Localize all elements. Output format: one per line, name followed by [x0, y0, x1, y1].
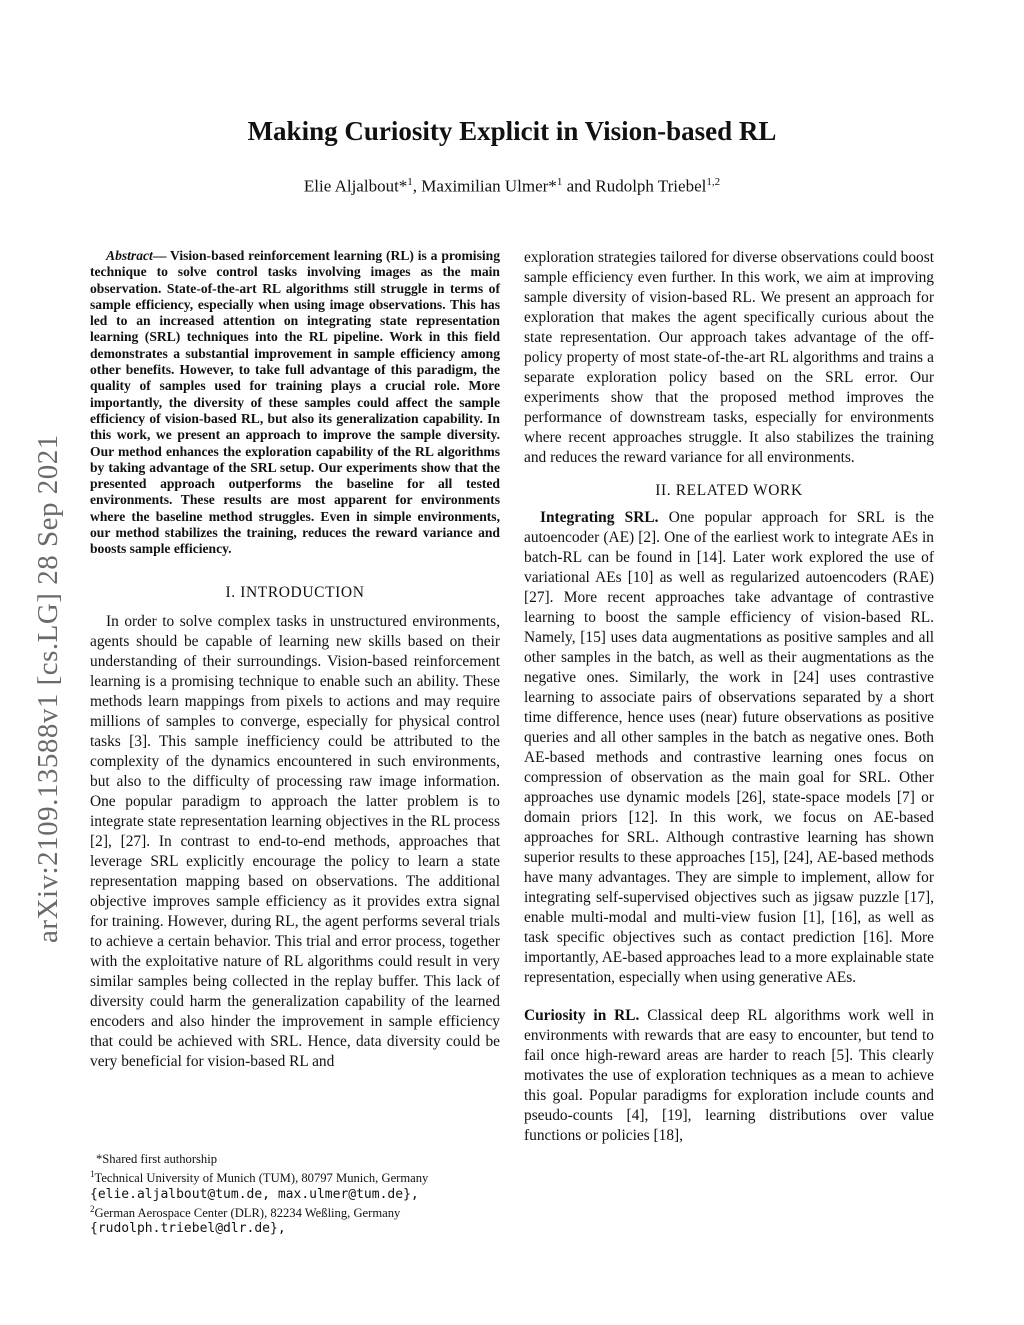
footnotes [90, 1152, 500, 1236]
intro-continuation: exploration strategies tailored for diverse observations could boost sample efficiency even further. In this work, we aim at improving sample diversity of vision-based RL. We present an approach for exploration that makes the agent specifically curious about the state representation. Our approach takes advantage of the off-policy property of most state-of-the-art RL algorithms and trains a separate exploration policy based on the SRL error. Our experiments show that the proposed method improves the performance of downstream tasks, especially for environments where recent approaches struggle. It also stabilizes the training and reduces the reward variance for all environments. [524, 249, 934, 466]
footnote-shared: *Shared first authorship [96, 1152, 218, 1166]
abstract [90, 248, 500, 558]
section-heading-introduction: I. INTRODUCTION [225, 583, 365, 601]
right-column [524, 248, 934, 1146]
author-1: Elie Aljalbout* [303, 176, 408, 196]
abstract-label: Abstract [106, 248, 153, 263]
footnote-1-emails: {elie.aljalbout@tum.de, max.ulmer@tum.de}, [90, 1186, 419, 1202]
paragraph-label-curiosity: Curiosity in RL. [524, 1007, 640, 1024]
paragraph-text-srl: One popular approach for SRL is the autoencoder (AE) [2]. One of the earliest work to integrate AEs in batch-RL can be found in [14]. Later work explored the use of variational AEs [10] as well as regularized autoencoders (RAE) [27]. More recent approaches take advantage of contrastive learning to boost the sample efficiency of vision-based RL. Namely, [15] uses data augmentations as positive samples and all other samples in the batch, as well as their augmentations as the negative ones. Similarly, the work in [24] uses contrastive learning to associate pairs of observations separated by a short time difference, hence uses (near) future observations as positive queries and all other samples in the batch as negative ones. Both AE-based methods and contrastive learning ones focus on compression of observation as the main goal for SRL. Other approaches use dynamic models [26], state-space models [7] or domain priors [12]. In this work, we focus on AE-based approaches for SRL. Although contrastive learning has shown superior results to these approaches [15], [24], AE-based methods have many advantages. They are simple to implement, allow for integrating self-supervised objectives such as jigsaw puzzle [17], enable multi-modal and multi-view fusion [1], [16], as well as task specific objectives such as contact prediction [16]. More importantly, AE-based approaches lead to a more explainable state representation, especially when using generative AEs. [524, 509, 934, 986]
author-2-affiliation: 1 [556, 176, 563, 188]
paragraph-label-srl: Integrating SRL. [540, 509, 659, 526]
related-paragraph-srl [524, 508, 934, 988]
arxiv-stamp: arXiv:2109.13588v1 [cs.LG] 28 Sep 2021 [32, 434, 64, 943]
author-3-affiliation: 1,2 [706, 176, 721, 188]
author-separator: and [562, 176, 596, 196]
footnote-2-text: German Aerospace Center (DLR), 82234 Weßling, Germany [94, 1205, 401, 1220]
author-1-affiliation: 1 [407, 176, 413, 188]
section-heading-related-work: II. RELATED WORK [655, 482, 803, 499]
paragraph-text-curiosity: Classical deep RL algorithms work well in environments with rewards that are easy to encounter, but tend to fail once high-reward areas are harder to reach [5]. This clearly motivates the use of exploration techniques as a mean to achieve this goal. Popular paradigms for exploration include counts and pseudo-counts [4], [19], learning distributions over value functions or policies [18], [524, 1007, 934, 1144]
author-line [0, 176, 1024, 197]
footnote-affiliation-2 [90, 1202, 500, 1221]
footnote-1-marker: 1 [90, 1169, 95, 1180]
left-column [90, 248, 500, 1072]
intro-paragraph: In order to solve complex tasks in unstructured environments, agents should be capable of learning new skills based on their understanding of their surroundings. Vision-based reinforcement learning is a promising technique to enable such an ability. These methods learn mappings from pixels to actions and may require millions of samples to converge, especially for physical control tasks [3]. This sample inefficiency could be attributed to the complexity of the dynamics encountered in such environments, but also to the difficulty of processing raw image information. One popular paradigm to approach the latter problem is to integrate state representation learning objectives in the RL process [2], [27]. In contrast to end-to-end methods, approaches that leverage SRL explicitly encourage the policy to learn a state representation mapping based on observations. The additional objective improves sample efficiency as it provides extra signal for training. However, during RL, the agent performs several trials to achieve a certain behavior. This trial and error process, together with the exploitative nature of RL algorithms could result in very similar samples being collected in the replay buffer. This lack of diversity could harm the generalization capability of the learned encoders and also hinder the improvement in sample efficiency that could be achieved with SRL. Hence, data diversity could be very beneficial for vision-based RL and [90, 612, 500, 1070]
footnote-1-text: Technical University of Munich (TUM), 80797 Munich, Germany [94, 1171, 429, 1186]
related-paragraph-curiosity [524, 1006, 934, 1146]
author-2: Maximilian Ulmer* [421, 176, 557, 196]
footnote-2-emails: {rudolph.triebel@dlr.de}, [90, 1221, 286, 1237]
footnote-affiliation-1 [90, 1167, 500, 1186]
author-separator: , [412, 176, 422, 196]
footnote-2-marker: 2 [90, 1203, 95, 1214]
abstract-text: Vision-based reinforcement learning (RL) is a promising technique to solve control tasks involving images as the main observation. State-of-the-art RL algorithms still struggle in terms of sample efficiency, especially when using image observations. This has led to an increased attention on integrating state representation learning (SRL) techniques into the RL pipeline. Work in this field demonstrates a substantial improvement in sample efficiency among other benefits. However, to take full advantage of this paradigm, the quality of samples used for training plays a crucial role. More importantly, the diversity of these samples could affect the sample efficiency of vision-based RL, but also its generalization capability. In this work, we present an approach to improve the sample diversity. Our method enhances the exploration capability of the RL algorithms by taking advantage of the SRL setup. Our experiments show that the presented approach outperforms the baseline for all tested environments. These results are most apparent for environments where the baseline method struggles. Even in simple environments, our method stabilizes the training, reduces the reward variance and boosts sample efficiency. [90, 248, 500, 557]
abstract-dash: — [152, 248, 171, 263]
author-3: Rudolph Triebel [595, 176, 707, 196]
paper-title: Making Curiosity Explicit in Vision-based RL [247, 116, 777, 146]
